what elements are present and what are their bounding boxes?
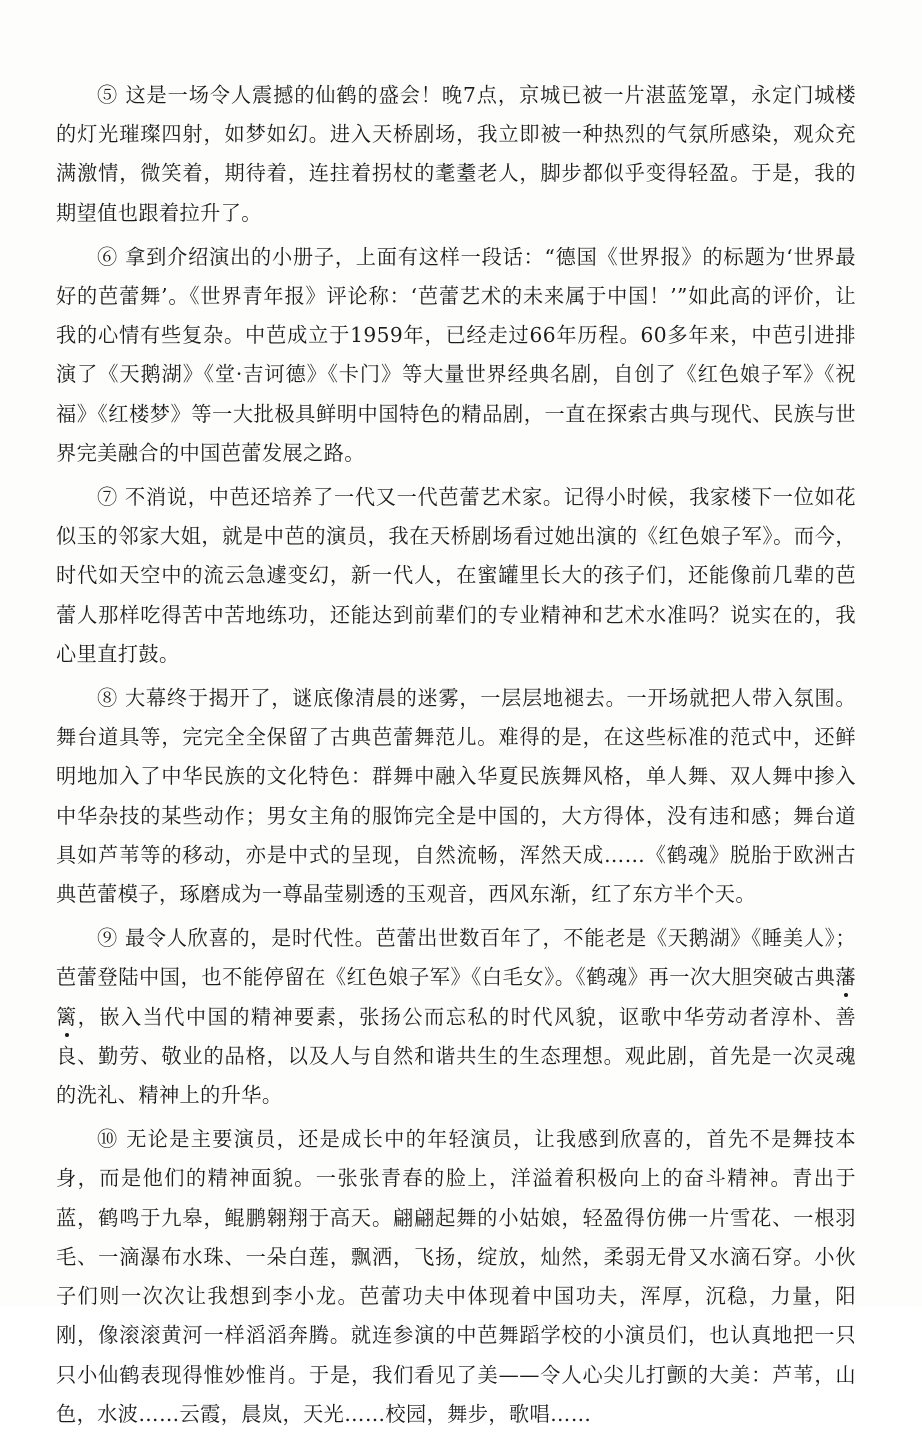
paragraph-number: ⑤ xyxy=(97,83,119,107)
paragraph-number: ⑩ xyxy=(97,1127,119,1152)
paragraph-6 xyxy=(56,238,856,473)
article-body xyxy=(56,76,856,1434)
paragraph-9 xyxy=(56,919,856,1115)
emphasized-character: 藩 xyxy=(835,965,856,990)
paragraph-text: 拿到介绍演出的小册子，上面有这样一段话：“德国《世界报》的标题为‘世界最好的芭蕾舞’。《世界青年报》评论称：‘芭蕾艺术的未来属于中国！’”如此高的评价，让我的心情有些复杂。中芭成立于1959年，已经走过66年历程。60多年来，中芭引进排演了《天鹅湖》《堂·吉诃德》《卡门》等大量世界经典名剧，自创了《红色娘子军》《祝福》《红楼梦》等一大批极具鲜明中国特色的精品剧，一直在探索古典与现代、民族与世界完美融合的中国芭蕾发展之路。 xyxy=(56,244,856,465)
paragraph-number: ⑥ xyxy=(97,244,118,269)
paragraph-text: 大幕终于揭开了，谜底像清晨的迷雾，一层层地褪去。一开场就把人带入氛围。舞台道具等，完完全全保留了古典芭蕾舞范儿。难得的是，在这些标准的范式中，还鲜明地加入了中华民族的文化特色：群舞中融入华夏民族舞风格，单人舞、双人舞中掺入中华杂技的某些动作；男女主角的服饰完全是中国的，大方得体，没有违和感；舞台道具如芦苇等的移动，亦是中式的呈现，自然流畅，浑然天成……《鹤魂》脱胎于欧洲古典芭蕾模子，琢磨成为一尊晶莹剔透的玉观音，西风东渐，红了东方半个天。 xyxy=(56,686,856,907)
emphasized-character: 篱 xyxy=(56,1004,78,1029)
paragraph-text: 不消说，中芭还培养了一代又一代芭蕾艺术家。记得小时候，我家楼下一位如花似玉的邻家大姐，就是中芭的演员，我在天桥剧场看过她出演的《红色娘子军》。而今，时代如天空中的流云急遽变幻，新一代人，在蜜罐里长大的孩子们，还能像前几辈的芭蕾人那样吃得苦中苦地练功，还能达到前辈们的专业精神和艺术水准吗？说实在的，我心里直打鼓。 xyxy=(56,485,856,666)
paragraph-7 xyxy=(56,478,856,674)
paragraph-5 xyxy=(56,76,856,233)
paragraph-text: 无论是主要演员，还是成长中的年轻演员，让我感到欣喜的，首先不是舞技本身，而是他们的精神面貌。一张张青春的脸上，洋溢着积极向上的奋斗精神。青出于蓝，鹤鸣于九皋，鲲鹏翱翔于高天。翩翩起舞的小姑娘，轻盈得仿佛一片雪花、一根羽毛、一滴瀑布水珠、一朵白莲，飘洒，飞扬，绽放，灿然，柔弱无骨又水滴石穿。小伙子们则一次次让我想到李小龙。芭蕾功夫中体现着中国功夫，浑厚，沉稳，力量，阳刚，像滚滚黄河一样滔滔奔腾。就连参演的中芭舞蹈学校的小演员们，也认真地把一只只小仙鹤表现得惟妙惟肖。于是，我们看见了美——令人心尖儿打颤的大美：芦苇，山色，水波……云霞，晨岚，天光……校园，舞步，歌唱…… xyxy=(56,1127,857,1426)
paragraph-text: 这是一场令人震撼的仙鹤的盛会！晚7点，京城已被一片湛蓝笼罩，永定门城楼的灯光璀璨四射，如梦如幻。进入天桥剧场，我立即被一种热烈的气氛所感染，观众充满激情，微笑着，期待着，连拄着拐杖的耄耋老人，脚步都似乎变得轻盈。于是，我的期望值也跟着拉升了。 xyxy=(56,83,856,225)
paragraph-text: 最令人欣喜的，是时代性。芭蕾出世数百年了，不能老是《天鹅湖》《睡美人》；芭蕾登陆中国，也不能停留在《红色娘子军》《白毛女》。《鹤魂》再一次大胆突破古典 xyxy=(56,926,856,990)
paragraph-10 xyxy=(56,1120,856,1434)
paragraph-number: ⑦ xyxy=(97,485,118,510)
paragraph-number: ⑨ xyxy=(97,926,118,951)
paragraph-8 xyxy=(56,679,856,914)
paragraph-text: ，嵌入当代中国的精神要素，张扬公而忘私的时代风貌，讴歌中华劳动者淳朴、善良、勤劳、敬业的品格，以及人与自然和谐共生的生态理想。观此剧，首先是一次灵魂的洗礼、精神上的升华。 xyxy=(56,1004,856,1108)
paragraph-number: ⑧ xyxy=(97,686,118,711)
